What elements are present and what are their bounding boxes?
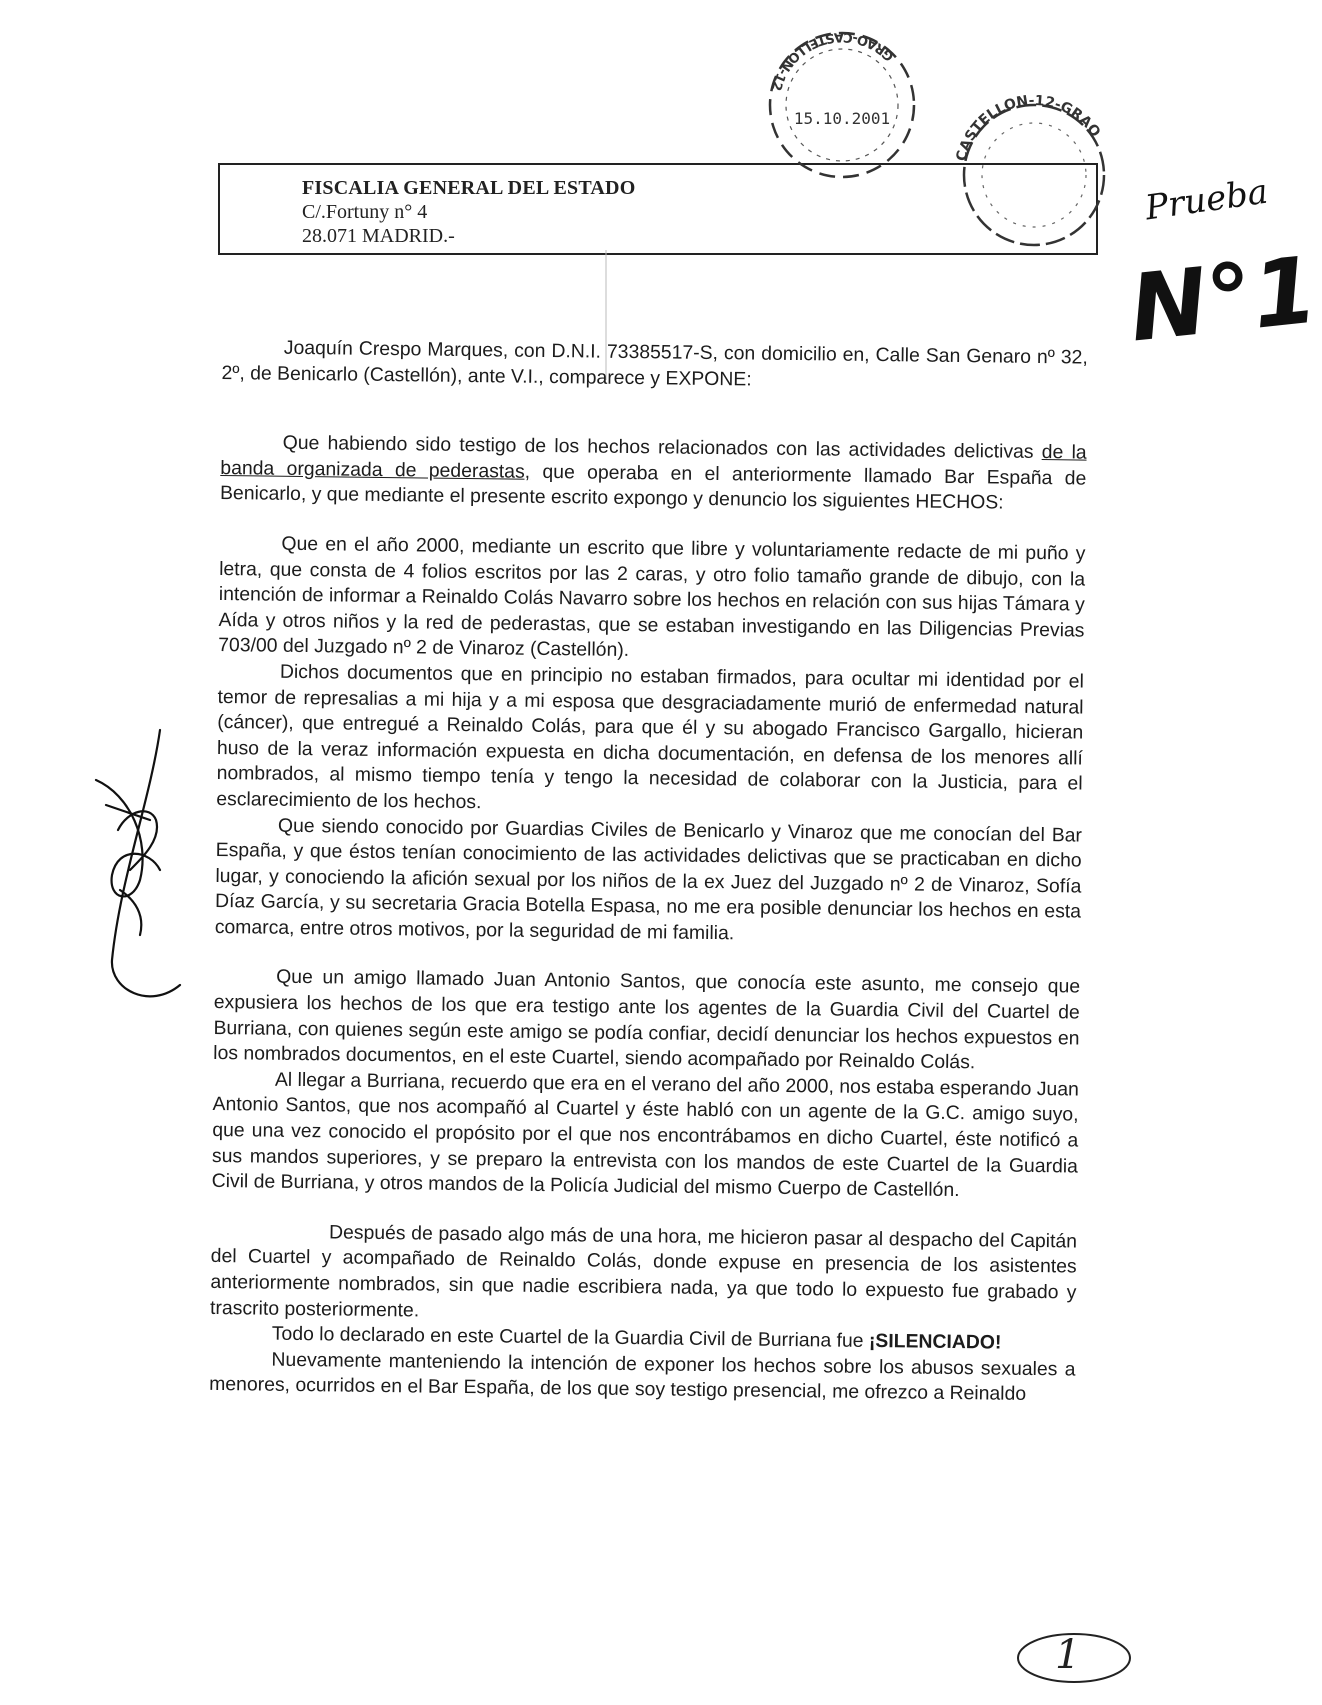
paragraph-7: Al llegar a Burriana, recuerdo que era en el verano del año 2000, nos estaba esperando Juan Antonio Santos, que nos acompañó al Cuartel y éste habló con un agente de la G.C. amigo suyo, que una vez conocido el propósito por el que nos encontrábamos en dicho Cuartel, éste notificó a sus mandos superiores, y se preparo la entrevista con los mandos de este Cuartel de la Guardia Civil de Burriana, y otros mandos de la Policía Judicial del mismo Cuerpo de Castellón. xyxy=(211,1068,1079,1202)
paragraph-3: Que en el año 2000, mediante un escrito que libre y voluntariamente redacte de mi puño y letra, que consta de 4 folios escritos por las 2 caras, y otro folio tamaño grande de dibujo, con la intención de informar a Reinaldo Colás Navarro sobre los hechos en relación con sus hijas Támara y Aída y otros niños y la red de pederastas, que se estaban investigando en las Diligencias Previas 703/00 del Juzgado nº 2 de Vinaroz (Castellón). xyxy=(218,532,1086,662)
paragraph-2-underlined: de la banda organizada de pederastas, xyxy=(220,441,1087,483)
svg-text:GRAO-CASTELLON-12 xyxy=(768,29,898,93)
postmark-stamp-left xyxy=(768,29,914,177)
paragraph-intro: Joaquín Crespo Marques, con D.N.I. 73385517-S, con domicilio en, Calle San Genaro nº 32, 2º, de Benicarlo (Castellón), ante V.I., comparece y EXPONE: xyxy=(221,336,1088,391)
paragraph-2-b: que operaba en el anteriormente llamado Bar España de Benicarlo, y que mediante el presente escrito expongo y denuncio los siguientes HECHOS: xyxy=(219,460,1087,514)
annotation-prueba: Prueba xyxy=(1142,171,1271,229)
paragraph-4: Dichos documentos que en principio no estaban firmados, para ocultar mi identidad por el temor de represalias a mi hija y a mi esposa que desgraciadamente murió de enfermedad natural (cáncer), que entregué a Reinaldo Colás, para que él y su abogado Francisco Gargallo, hicieran huso de la veraz información expuesta en dicha documentación, en defensa de los menores allí nombrados, al mismo tiempo tenía y tengo la necesidad de colaborar con la Justicia, para el esclarecimiento de los hechos. xyxy=(216,660,1084,814)
paragraph-10: Nuevamente manteniendo la intención de exponer los hechos sobre los abusos sexuales a menores, ocurridos en el Bar España, de los que soy testigo presencial, me ofrezco a Reinaldo xyxy=(209,1348,1076,1406)
paragraph-6: Que un amigo llamado Juan Antonio Santos, que conocía este asunto, me consejo que expusiera los hechos de los que era testigo ante los agentes de la Guardia Civil del Cuartel de Burriana, con quienes según este amigo se podía confiar, decidí denunciar los hechos expuestos en los nombrados documentos, en el este Cuartel, siendo acompañado por Reinaldo Colás. xyxy=(213,966,1081,1074)
paragraph-2 xyxy=(220,430,1087,517)
addressee-street: C/.Fortuny n° 4 xyxy=(302,201,428,223)
paragraph-8: Después de pasado algo más de una hora, me hicieron pasar al despacho del Capitán del Cuartel y acompañado de Reinaldo Colás, donde expuse en presencia de los asistentes anteriormente nombrados, sin que nadie escribiera nada, ya que todo lo expuesto fue grabado y trascrito posteriormente. xyxy=(209,1221,1078,1322)
postmark-ring-text-right: CASTELLON-12-GRAO xyxy=(953,92,1104,163)
paragraph-9-a: Todo lo declarado en este Cuartel de la Guardia Civil de Burriana fue xyxy=(271,1322,870,1353)
addressee-org: FISCALIA GENERAL DEL ESTADO xyxy=(302,177,636,199)
postmark-ring-text-left: GRAO-CASTELLON-12 xyxy=(767,28,898,93)
page-number: 1 xyxy=(1055,1632,1081,1678)
postmark-stamp-right xyxy=(953,93,1104,245)
postmark-date: 15.10.2001 xyxy=(793,109,891,128)
paragraph-5: Que siendo conocido por Guardias Civiles de Benicarlo y Vinaroz que me conocían del Bar España, y que éstos tenían conocimiento de las actividades delictivas que se practicaban en dicho lugar, y conociendo la afición sexual por los niños de la ex Juez del Juzgado nº 2 de Vinaroz, Sofía Díaz García, y su secretaria Gracia Botella Espasa, no me era posible denunciar los hechos en esta comarca, entre otros motivos, por la seguridad de mi familia. xyxy=(214,814,1083,945)
document-body xyxy=(209,335,1088,1408)
addressee-city: 28.071 MADRID.- xyxy=(302,225,455,247)
silenciado-text: ¡SILENCIADO! xyxy=(868,1330,1002,1354)
signature-scribble xyxy=(96,730,180,996)
paragraph-2-a: Que habiendo sido testigo de los hechos relacionados con las actividades delictivas xyxy=(282,431,1042,464)
annotation-number: N°1 xyxy=(1124,236,1322,363)
